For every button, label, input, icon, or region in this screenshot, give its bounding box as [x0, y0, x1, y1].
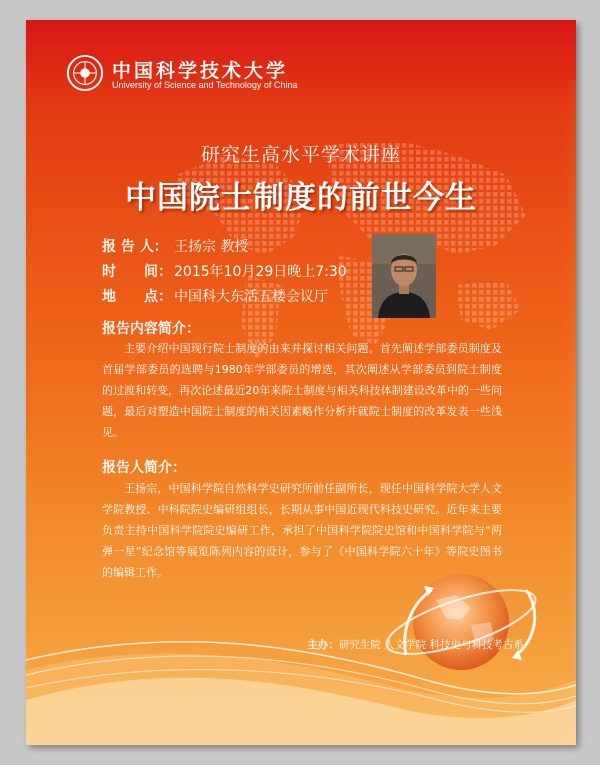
bio-heading: 报告人简介：: [102, 460, 186, 476]
place-value: 中国科大东活五楼会议厅: [174, 289, 328, 305]
wave-decoration: [26, 600, 576, 745]
lecture-title: 中国院士制度的前世今生: [125, 180, 477, 216]
school-name-cn: 中国科学技术大学: [112, 60, 289, 82]
poster: [26, 20, 576, 745]
place-row: [102, 286, 328, 308]
school-name-en: University of Science and Technology of China: [112, 80, 298, 90]
speaker-label: 报 告 人：: [102, 239, 168, 255]
sponsor-label: 主办：: [307, 639, 339, 651]
speaker-photo: [372, 234, 436, 318]
bio-text: 王扬宗，中国科学院自然科学史研究所前任副所长，现任中国科学院大学人文学院教授、中科院院史编研组组长，长期从事中国近现代科技史研究。近年来主要负责主持中国科学院院史编研工作，承担了中国科学院院史馆和中国科学院与“两弹一星”纪念馆等展览陈列内容的设计，参与了《中国科学院六十年》等院史图书的编辑工作。: [102, 482, 502, 579]
lecture-series: 研究生高水平学术讲座: [200, 144, 401, 166]
speaker-value: 王扬宗 教授: [174, 239, 249, 255]
time-row: [102, 261, 347, 283]
speaker-row: [102, 236, 248, 258]
time-value: 2015年10月29日晚上7:30: [174, 264, 347, 280]
sponsor-value: 研究生院 人文学院 科技史与科技考古系: [338, 639, 524, 651]
place-label: 地 点：: [102, 289, 172, 305]
time-label: 时 间：: [102, 264, 172, 280]
abstract-heading: 报告内容简介：: [102, 321, 200, 337]
ustc-seal-icon: [66, 54, 104, 92]
edge-shade: [564, 80, 576, 745]
sponsor-line: [307, 637, 524, 652]
abstract-text: 主要介绍中国现行院士制度的由来并探讨相关问题。首先阐述学部委员制度及首届学部委员的选聘与1980年学部委员的增选，其次阐述从学部委员到院士制度的过渡和转变，再次论述最近20年来院士制度与相关科技体制建设改革中的一些问题，最后对塑造中国院士制度的相关因素略作分析并就院士制度的改革发表一些浅见。: [102, 342, 502, 439]
